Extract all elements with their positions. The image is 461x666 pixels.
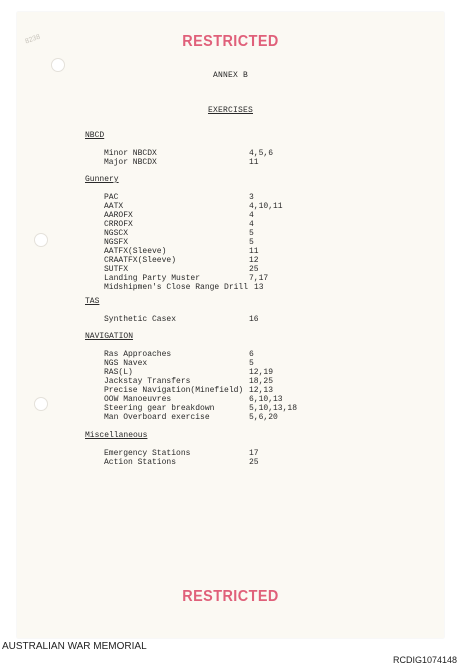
punch-hole — [34, 397, 48, 411]
document-title: EXERCISES — [207, 106, 253, 115]
list-item: Action Stations 25 — [104, 458, 259, 467]
list-item: Steering gear breakdown 5,10,13,18 — [104, 404, 298, 413]
list-item: Precise Navigation(Minefield) 12,13 — [104, 386, 274, 395]
document-page — [17, 12, 444, 638]
section-heading-tas: TAS — [85, 297, 100, 306]
section-heading-gunnery: Gunnery — [85, 175, 119, 184]
list-item: Midshipmen's Close Range Drill 13 — [104, 283, 264, 292]
list-item: Jackstay Transfers 18,25 — [104, 377, 274, 386]
list-item: Minor NBCDX 4,5,6 — [104, 149, 274, 158]
list-item: Major NBCDX 11 — [104, 158, 259, 167]
list-item: NGSFX 5 — [104, 238, 254, 247]
list-item: NGS Navex 5 — [104, 359, 254, 368]
list-item: Landing Party Muster 7,17 — [104, 274, 269, 283]
section-heading-navigation: NAVIGATION — [85, 332, 134, 341]
restricted-stamp-top: RESTRICTED — [182, 33, 279, 50]
list-item: SUTFX 25 — [104, 265, 259, 274]
list-item: CRROFX 4 — [104, 220, 254, 229]
annex-label: ANNEX B — [212, 71, 248, 80]
list-item: RAS(L) 12,19 — [104, 368, 274, 377]
list-item: PAC 3 — [104, 193, 254, 202]
list-item: Emergency Stations 17 — [104, 449, 259, 458]
pencil-mark: 8238 — [24, 33, 42, 46]
section-heading-miscellaneous: Miscellaneous — [85, 431, 148, 440]
list-item: AAROFX 4 — [104, 211, 254, 220]
punch-hole — [51, 58, 65, 72]
list-item: NGSCX 5 — [104, 229, 254, 238]
list-item: AATX 4,10,11 — [104, 202, 283, 211]
list-item: Man Overboard exercise 5,6,20 — [104, 413, 278, 422]
list-item: Synthetic Casex 16 — [104, 315, 259, 324]
archive-source: AUSTRALIAN WAR MEMORIAL — [2, 641, 147, 652]
list-item: Ras Approaches 6 — [104, 350, 254, 359]
list-item: OOW Manoeuvres 6,10,13 — [104, 395, 283, 404]
list-item: CRAATFX(Sleeve) 12 — [104, 256, 259, 265]
section-heading-nbcd: NBCD — [85, 131, 105, 140]
list-item: AATFX(Sleeve) 11 — [104, 247, 259, 256]
restricted-stamp-bottom: RESTRICTED — [182, 588, 279, 605]
archive-reference: RCDIG1074148 — [392, 655, 457, 665]
punch-hole — [34, 233, 48, 247]
